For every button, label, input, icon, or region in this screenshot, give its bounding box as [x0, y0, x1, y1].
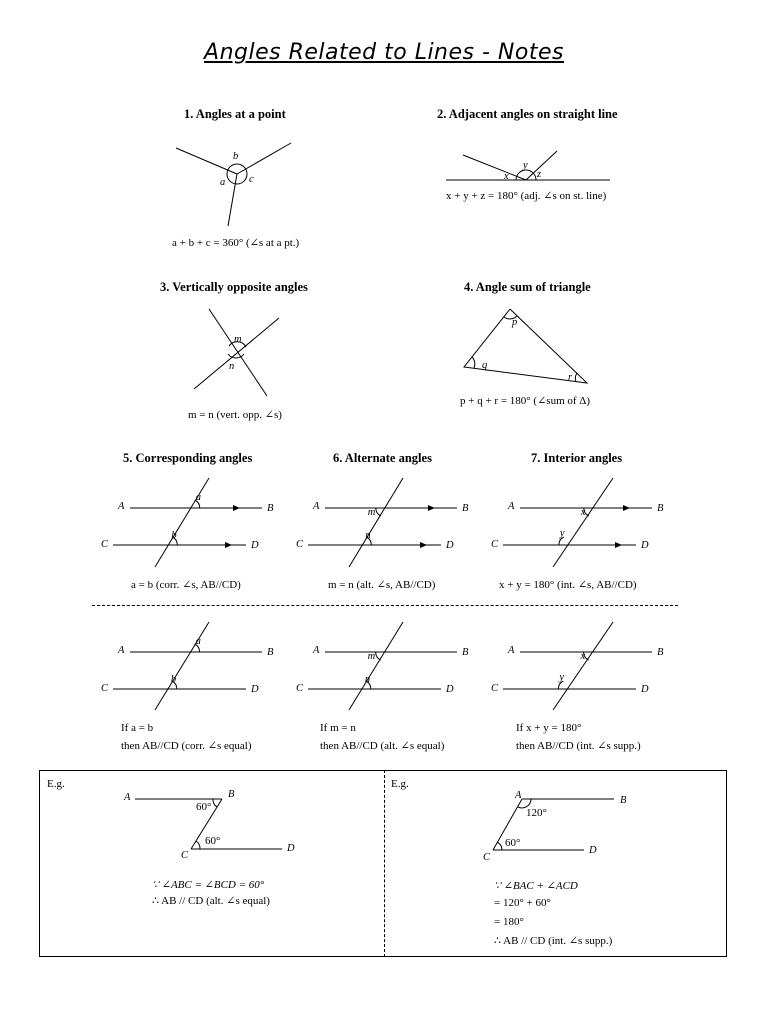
arrow-icon — [615, 542, 622, 548]
angle-label-c: c — [249, 174, 254, 185]
transversal — [155, 622, 209, 710]
point-b: B — [267, 503, 274, 514]
angle-label: x — [580, 507, 586, 518]
example-right-label: E.g. — [391, 778, 409, 790]
arrow-icon — [623, 505, 630, 511]
angle-label-n: n — [229, 361, 235, 372]
heading-angles-at-point: 1. Angles at a point — [184, 107, 286, 121]
point-c: C — [181, 850, 189, 861]
angle-arc — [376, 508, 381, 516]
angle-label: m — [367, 651, 376, 662]
point-c: C — [491, 683, 499, 694]
angle-arc — [472, 357, 475, 368]
point-b: B — [267, 647, 274, 658]
point-b: B — [620, 795, 627, 806]
example-right-reason1: ∵ ∠BAC + ∠ACD — [494, 880, 578, 892]
point-a: A — [508, 501, 515, 512]
angle-label: n — [365, 530, 371, 541]
angle-label: m — [367, 507, 376, 518]
angle-label: b — [171, 530, 177, 541]
angle-label-q: q — [482, 360, 488, 371]
example-left-angle1: 60° — [196, 801, 212, 813]
converse-corresponding-line2: then AB//CD (corr. ∠s equal) — [121, 740, 252, 752]
transversal — [553, 478, 613, 567]
point-a: A — [124, 792, 131, 803]
heading-corresponding-angles: 5. Corresponding angles — [123, 451, 253, 465]
ray — [228, 174, 237, 226]
converse-corresponding-line1: If a = b — [121, 722, 154, 734]
dashed-divider — [92, 605, 678, 606]
ray — [526, 151, 557, 180]
point-b: B — [462, 647, 469, 658]
transversal — [553, 622, 613, 710]
example-right-angle2: 60° — [505, 837, 521, 849]
angle-label-m: m — [234, 334, 242, 345]
point-a: A — [515, 790, 522, 801]
example-right-reason4: ∴ AB // CD (int. ∠s supp.) — [494, 935, 613, 947]
angle-label-p: p — [512, 317, 518, 328]
arrow-icon — [225, 542, 232, 548]
point-b: B — [657, 503, 664, 514]
arrow-icon — [420, 542, 427, 548]
point-c: C — [296, 539, 304, 550]
angle-label: x — [580, 651, 586, 662]
angle-arc — [516, 170, 536, 180]
heading-interior-angles: 7. Interior angles — [531, 451, 623, 465]
angle-label: y — [559, 672, 564, 683]
example-right-angle1: 120° — [526, 807, 547, 819]
angle-arc — [575, 373, 577, 382]
point-d: D — [589, 845, 597, 856]
angle-label: a — [195, 636, 201, 647]
heading-adjacent-angles: 2. Adjacent angles on straight line — [437, 107, 618, 121]
point-d: D — [446, 540, 454, 551]
example-left-reason1: ∵ ∠ABC = ∠BCD = 60° — [152, 879, 265, 891]
angle-label-b: b — [233, 151, 239, 162]
page-title: Angles Related to Lines - Notes — [204, 40, 564, 65]
example-left-label: E.g. — [47, 778, 65, 790]
point-b: B — [228, 789, 235, 800]
transversal — [349, 622, 403, 710]
transversal — [349, 478, 403, 567]
point-c: C — [483, 852, 491, 863]
point-d: D — [641, 684, 649, 695]
arrow-icon — [428, 505, 435, 511]
point-d: D — [446, 684, 454, 695]
converse-interior-line1: If x + y = 180° — [516, 722, 582, 734]
angle-label: n — [364, 674, 371, 685]
angle-label-x: x — [504, 171, 509, 182]
examples-divider — [384, 770, 385, 957]
point-d: D — [251, 540, 259, 551]
point-d: D — [641, 540, 649, 551]
point-a: A — [118, 645, 125, 656]
angle-label-y: y — [523, 160, 528, 171]
formula-corresponding-angles: a = b (corr. ∠s, AB//CD) — [131, 579, 241, 591]
point-b: B — [657, 647, 664, 658]
heading-alternate-angles: 6. Alternate angles — [333, 451, 432, 465]
heading-vertically-opposite: 3. Vertically opposite angles — [160, 280, 308, 294]
point-d: D — [251, 684, 259, 695]
angle-label: b — [170, 674, 177, 685]
example-right-reason2: = 120° + 60° — [494, 897, 551, 909]
point-c: C — [101, 539, 109, 550]
diagram-adjacent-angles — [446, 151, 610, 180]
point-a: A — [508, 645, 515, 656]
angle-label: a — [195, 492, 202, 503]
angle-label-z: z — [537, 169, 542, 180]
point-c: C — [296, 683, 304, 694]
point-a: A — [118, 501, 125, 512]
converse-alternate-line2: then AB//CD (alt. ∠s equal) — [320, 740, 445, 752]
formula-adjacent-angles: x + y + z = 180° (adj. ∠s on st. line) — [446, 190, 607, 202]
angle-label-r: r — [568, 372, 573, 383]
arrow-icon — [233, 505, 240, 511]
formula-vertically-opposite: m = n (vert. opp. ∠s) — [188, 409, 282, 421]
example-left-reason2: ∴ AB // CD (alt. ∠s equal) — [152, 895, 270, 907]
point-a: A — [313, 645, 320, 656]
converse-alternate-line1: If m = n — [320, 722, 356, 734]
example-left-angle2: 60° — [205, 835, 221, 847]
formula-interior-angles: x + y = 180° (int. ∠s, AB//CD) — [499, 579, 637, 591]
point-b: B — [462, 503, 469, 514]
heading-angle-sum-triangle: 4. Angle sum of triangle — [464, 280, 591, 294]
line — [194, 318, 279, 389]
point-a: A — [313, 501, 320, 512]
example-right-reason3: = 180° — [494, 916, 524, 928]
converse-interior-line2: then AB//CD (int. ∠s supp.) — [516, 740, 641, 752]
angle-label: y — [559, 528, 565, 539]
formula-angles-at-point: a + b + c = 360° (∠s at a pt.) — [172, 237, 300, 249]
formula-angle-sum-triangle: p + q + r = 180° (∠sum of Δ) — [460, 395, 591, 407]
point-c: C — [491, 539, 499, 550]
diagram-vertically-opposite — [194, 309, 279, 396]
point-c: C — [101, 683, 109, 694]
formula-alternate-angles: m = n (alt. ∠s, AB//CD) — [328, 579, 436, 591]
angle-label-a: a — [220, 177, 226, 188]
ray — [237, 143, 291, 174]
point-d: D — [287, 843, 295, 854]
